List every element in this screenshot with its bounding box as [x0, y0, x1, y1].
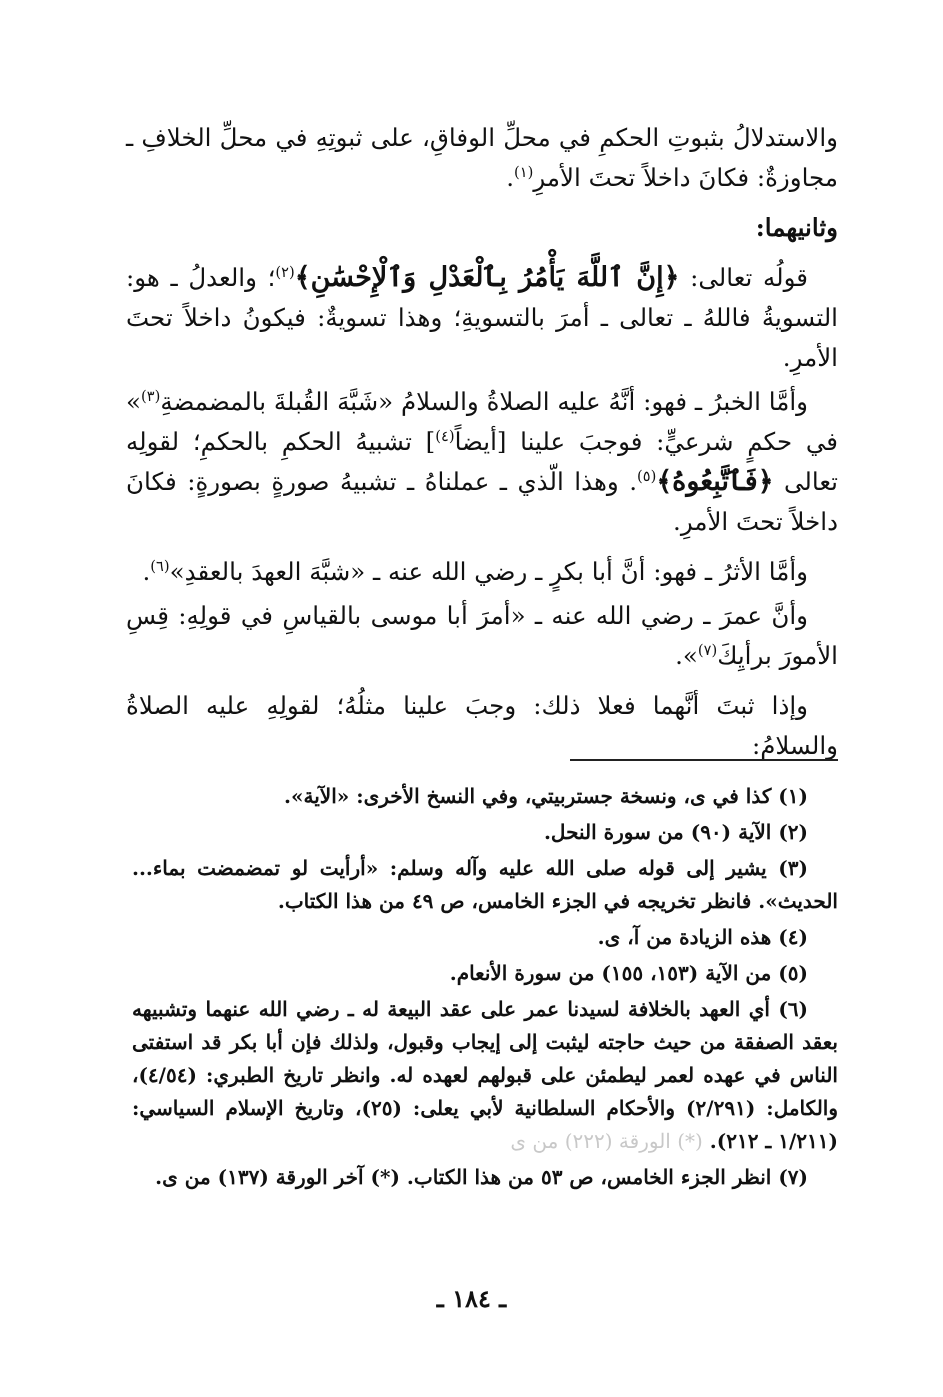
paragraph-4-text: وأمَّا الأثرُ ـ فهو: أنَّ أبا بكرٍ ـ رضي الله عنه ـ «شبَّهَ العهدَ بالعقدِ»	[169, 557, 808, 586]
paragraph-1-text: والاستدلالُ بثبوتِ الحكمِ في محلِّ الوفاقِ، على ثبوتِهِ في محلِّ الخلافِ ـ مجاوزةٌ: فكانَ داخلاً تحتَ الأمرِ	[126, 123, 838, 192]
footnote-6-faded-note: (*) الورقة (٢٢٢) من ى	[510, 1129, 703, 1153]
footnote-separator	[570, 759, 838, 761]
paragraph-5-end: ».	[675, 641, 698, 670]
footnote-6-text: (٦) أي العهد بالخلافة لسيدنا عمر على عقد البيعة له ـ رضي الله عنهما وتشبيهه بعقد الصفقة من حيث حاجته ليثبت إلى إيجاب وقبول، ولذلك فإن أبا بكر قد استفتى الناس في عهده لعمر ليطمئن على قبولهم لعهده له. وانظر تاريخ الطبري: (٤/٥٤)، والكامل: (٢/٢٩١) والأحكام السلطانية لأبي يعلى: (٢٥)، وتاريخ الإسلام السياسي: (١/٢١١ ـ ٢١٢).	[132, 997, 839, 1153]
quran-verse-2: ﴿فَٱتَّبِعُوهُ﴾	[656, 466, 774, 497]
paragraph-3-text-c: ] تشبيهُ الحكمِ بالحكمِ؛ لقولِه تعالى	[126, 427, 838, 496]
main-text	[126, 118, 838, 770]
footnote-2: (٢) الآية (٩٠) من سورة النحل.	[543, 820, 808, 844]
paragraph-6: وإذا ثبتَ أنَّهما فعلا ذلك: وجبَ علينا مثلُهُ؛ لقولِهِ عليه الصلاةُ والسلامُ:	[126, 691, 838, 760]
paragraph-4	[126, 552, 838, 592]
section-heading: وثانيهما:	[755, 213, 838, 242]
footnote-5: (٥) من الآية (١٥٣، ١٥٥) من سورة الأنعام.	[449, 961, 808, 985]
footnote-ref-1: (١)	[514, 163, 534, 181]
paragraph-3-text-b: » في حكمٍ شرعيٍّ: فوجبَ علينا [أيضاً	[126, 387, 839, 456]
paragraph-3-text-a: وأمَّا الخبرُ ـ فهو: أنَّهُ عليه الصلاةُ والسلامُ «شَبَّهَ القُبلةَ بالمضمضةِ	[160, 387, 808, 416]
paragraph-3-text-d: . وهذا الّذي ـ عملناهُ ـ تشبيهُ صورةٍ بصورةٍ: فكانَ داخلاً تحتَ الأمرِ.	[126, 467, 838, 536]
footnote-ref-2: (٢)	[275, 263, 295, 281]
footnote-ref-5: (٥)	[637, 467, 657, 485]
footnote-7: (٧) انظر الجزء الخامس، ص ٥٣ من هذا الكتاب. (*) آخر الورقة (١٣٧) من ى.	[155, 1165, 808, 1189]
footnote-3: (٣) يشير إلى قوله صلى الله عليه وآله وسلم: «أرأيت لو تمضمضت بماء... الحديث». فانظر تخريجه في الجزء الخامس، ص ٤٩ من هذا الكتاب.	[132, 856, 838, 913]
footnote-ref-6: (٦)	[150, 557, 170, 575]
footnote-ref-7: (٧)	[697, 641, 718, 659]
footnote-4: (٤) هذه الزيادة من آ، ى.	[597, 925, 808, 949]
footnote-1: (١) كذا في ى، ونسخة جستربيتي، وفي النسخ الأخرى: «الآية».	[284, 784, 808, 808]
paragraph-2	[126, 258, 838, 378]
paragraph-2-text-a: قولُه تعالى:	[679, 263, 808, 292]
page-number: ـ ١٨٤ ـ	[436, 1284, 507, 1313]
footnotes	[132, 780, 838, 1197]
paragraph-5	[126, 596, 838, 676]
paragraph-4-end: .	[142, 557, 151, 586]
footnote-ref-4: (٤)	[435, 427, 455, 445]
paragraph-1-end: .	[506, 163, 515, 192]
paragraph-1	[126, 118, 838, 198]
footnote-6	[132, 993, 838, 1158]
paragraph-5-text: وأنَّ عمرَ ـ رضي الله عنه ـ «أمرَ أبا موسى بالقياسِ في قولِهِ: قِسِ الأمورَ برأيِكَ	[126, 601, 838, 670]
quran-verse-1: ﴿إِنَّ ٱللَّهَ يَأْمُرُ بِٱلْعَدْلِ وَٱلْإِحْسَٰنِ﴾	[294, 262, 680, 293]
footnote-ref-3: (٣)	[141, 387, 161, 405]
paragraph-2-text-b: ؛ والعدلُ ـ هو: التسويةُ فاللهُ ـ تعالى ـ أمرَ بالتسويةِ؛ وهذا تسويةٌ: فيكونُ داخلاً تحتَ الأمرِ.	[126, 263, 838, 372]
paragraph-3	[126, 382, 838, 542]
